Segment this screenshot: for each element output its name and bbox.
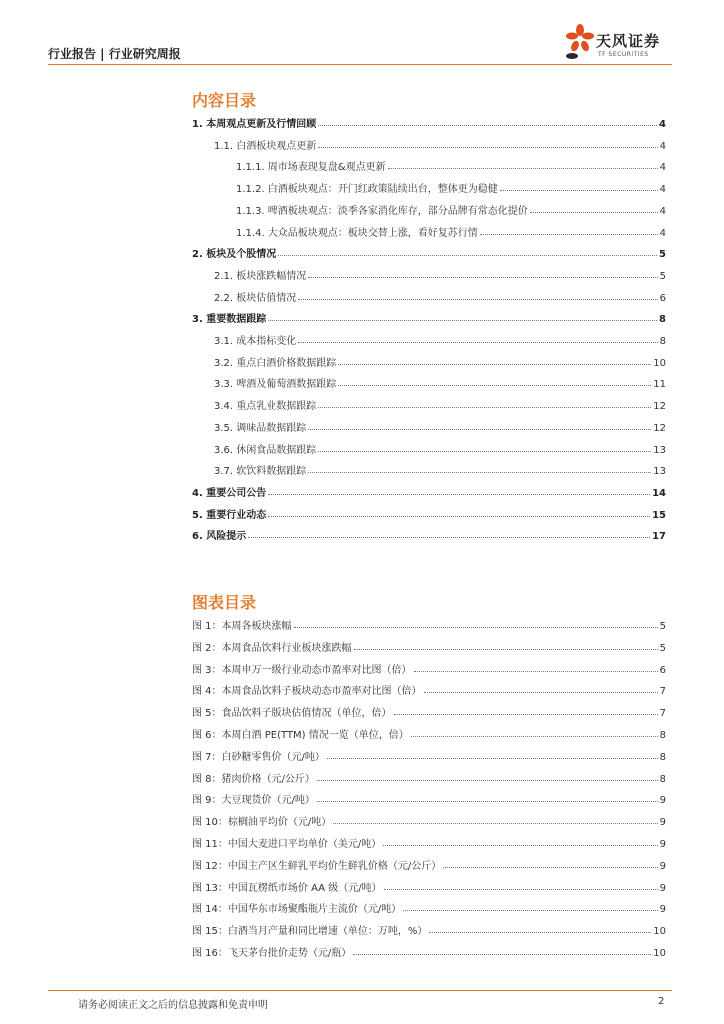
- dot-leader: [411, 735, 658, 737]
- toc-entry-page: 9: [659, 904, 666, 916]
- contents-title: 内容目录: [192, 91, 257, 110]
- toc-entry-text: 图 1：本周各板块涨幅: [192, 621, 292, 632]
- dot-leader: [394, 713, 658, 715]
- toc-entry[interactable]: [192, 481, 666, 499]
- dot-leader: [338, 363, 651, 365]
- toc-entry-text: 3. 重要数据跟踪: [192, 314, 267, 326]
- dot-leader: [338, 384, 651, 386]
- toc-entry-page: 15: [652, 509, 666, 521]
- toc-entry[interactable]: [192, 636, 666, 654]
- toc-entry[interactable]: [192, 745, 666, 763]
- toc-entry-page: 9: [659, 839, 666, 850]
- toc-entry-text: 1.1.3. 啤酒板块观点：淡季各家消化库存，部分品牌有常态化提价: [236, 205, 528, 217]
- toc-entry-page: 8: [659, 314, 666, 326]
- toc-entry-page: 13: [653, 444, 666, 456]
- dot-leader: [318, 406, 651, 408]
- toc-entry-page: 9: [659, 795, 666, 807]
- toc-entry[interactable]: [192, 701, 666, 719]
- toc-entry-page: 5: [659, 270, 666, 282]
- dot-leader: [443, 866, 657, 868]
- toc-entry-text: 图 16：飞天茅台批价走势（元/瓶）: [192, 948, 352, 959]
- dot-leader: [268, 319, 657, 321]
- toc-entry-text: 图 8：猪肉价格（元/公斤）: [192, 773, 315, 785]
- toc-entry[interactable]: [192, 524, 666, 542]
- dot-leader: [298, 298, 657, 300]
- dot-leader: [278, 254, 657, 256]
- toc-entry-text: 图 11：中国大麦进口平均单价（美元/吨）: [192, 839, 382, 850]
- page-number: 2: [658, 996, 665, 1007]
- dot-leader: [384, 888, 658, 890]
- dot-leader: [317, 779, 658, 781]
- dot-leader: [248, 536, 650, 538]
- toc-entry-text: 图 14：中国华东市场聚酯瓶片主流价（元/吨）: [192, 904, 402, 916]
- toc-entry[interactable]: [192, 919, 666, 937]
- dot-leader: [317, 800, 658, 802]
- toc-entry[interactable]: [192, 810, 666, 828]
- toc-entry[interactable]: [192, 503, 666, 521]
- figures-title: 图表目录: [192, 593, 257, 612]
- toc-entry-text: 图 15：白酒当月产量和同比增速（单位：万吨，%）: [192, 926, 428, 938]
- toc-entry-page: 4: [659, 227, 666, 239]
- toc-entry[interactable]: [192, 658, 666, 676]
- toc-entry-text: 1.1. 白酒板块观点更新: [214, 140, 317, 152]
- toc-entry-text: 图 5：食品饮料子版块估值情况（单位，倍）: [192, 708, 392, 720]
- toc-entry[interactable]: [214, 351, 666, 369]
- toc-entry[interactable]: [192, 854, 666, 872]
- toc-entry[interactable]: [192, 723, 666, 741]
- toc-entry-text: 5. 重要行业动态: [192, 509, 267, 521]
- toc-entry[interactable]: [192, 788, 666, 806]
- toc-entry-text: 图 9：大豆现货价（元/吨）: [192, 795, 315, 807]
- dot-leader: [403, 909, 657, 911]
- dot-leader: [388, 167, 658, 169]
- toc-entry[interactable]: [192, 614, 666, 632]
- toc-entry-text: 1.1.2. 白酒板块观点：开门红政策陆续出台，整体更为稳健: [236, 184, 498, 196]
- toc-entry-page: 10: [653, 926, 666, 938]
- dot-leader: [318, 146, 657, 148]
- dot-leader: [327, 757, 658, 759]
- toc-entry[interactable]: [214, 286, 666, 304]
- toc-entry-text: 图 12：中国主产区生鲜乳平均价生鲜乳价格（元/公斤）: [192, 860, 442, 872]
- toc-entry-text: 3.4. 重点乳业数据跟踪: [214, 401, 317, 413]
- dot-leader: [530, 211, 658, 213]
- logo-name: 天风证券: [596, 32, 661, 50]
- toc-entry-page: 4: [659, 119, 666, 130]
- toc-entry-text: 3.3. 啤酒及葡萄酒数据跟踪: [214, 379, 337, 391]
- toc-entry-page: 8: [659, 730, 666, 741]
- toc-entry-page: 5: [659, 642, 666, 654]
- toc-entry-text: 3.1. 成本指标变化: [214, 336, 297, 347]
- report-category: 行业报告 | 行业研究周报: [48, 47, 181, 61]
- dot-leader: [308, 428, 651, 430]
- toc-entry-text: 图 6：本周白酒 PE(TTM) 情况一览（单位，倍）: [192, 730, 409, 741]
- toc-entry-page: 12: [653, 401, 666, 413]
- toc-entry-text: 3.6. 休闲食品数据跟踪: [214, 444, 317, 456]
- toc-entry[interactable]: [192, 679, 666, 697]
- toc-entry-page: 4: [659, 162, 666, 174]
- dot-leader: [429, 931, 651, 933]
- toc-entry[interactable]: [214, 416, 666, 434]
- dot-leader: [333, 822, 657, 824]
- toc-entry[interactable]: [192, 832, 666, 850]
- toc-entry-page: 5: [659, 621, 666, 632]
- dot-leader: [500, 189, 658, 191]
- toc-entry-text: 1. 本周观点更新及行情回顾: [192, 119, 317, 130]
- toc-entry-text: 4. 重要公司公告: [192, 487, 267, 499]
- dot-leader: [480, 233, 658, 235]
- toc-entry-page: 10: [653, 948, 666, 959]
- dot-leader: [298, 341, 657, 343]
- toc-entry-page: 9: [659, 882, 666, 894]
- toc-entry[interactable]: [192, 112, 666, 130]
- toc-entry-page: 17: [652, 531, 666, 543]
- toc-entry[interactable]: [192, 941, 666, 959]
- dot-leader: [424, 691, 658, 693]
- toc-entry[interactable]: [214, 459, 666, 477]
- toc-entry[interactable]: [214, 329, 666, 347]
- dot-leader: [268, 515, 650, 517]
- toc-entry-page: 11: [653, 379, 666, 391]
- dot-leader: [414, 670, 658, 672]
- toc-entry-text: 3.5. 调味品数据跟踪: [214, 422, 307, 434]
- toc-entry[interactable]: [236, 155, 666, 173]
- toc-entry-page: 9: [659, 860, 666, 872]
- toc-entry[interactable]: [192, 307, 666, 325]
- toc-entry[interactable]: [214, 264, 666, 282]
- toc-entry-page: 4: [659, 205, 666, 217]
- toc-entry-text: 图 4：本周食品饮料子板块动态市盈率对比图（倍）: [192, 686, 422, 698]
- toc-entry-text: 2.1. 板块涨跌幅情况: [214, 270, 307, 282]
- toc-entry[interactable]: [214, 372, 666, 390]
- toc-entry-page: 9: [659, 817, 666, 829]
- toc-entry-page: 13: [653, 466, 666, 478]
- toc-entry-text: 3.7. 软饮料数据跟踪: [214, 466, 307, 478]
- toc-entry[interactable]: [214, 394, 666, 412]
- toc-entry-page: 12: [653, 422, 666, 434]
- toc-entry-text: 3.2. 重点白酒价格数据跟踪: [214, 357, 337, 369]
- toc-entry-text: 图 13：中国瓦楞纸市场价 AA 级（元/吨）: [192, 882, 382, 894]
- toc-entry-page: 8: [659, 751, 666, 763]
- toc-entry-text: 图 7：白砂糖零售价（元/吨）: [192, 751, 325, 763]
- toc-entry[interactable]: [236, 177, 666, 195]
- footer-divider: [48, 990, 672, 991]
- dot-leader: [294, 626, 658, 628]
- toc-entry-text: 1.1.4. 大众品板块观点：板块交替上涨，看好复苏行情: [236, 227, 478, 239]
- toc-entry[interactable]: [192, 897, 666, 915]
- toc-entry[interactable]: [192, 876, 666, 894]
- dot-leader: [308, 471, 651, 473]
- toc-entry-text: 1.1.1. 周市场表现复盘&观点更新: [236, 162, 386, 174]
- toc-entry-page: 7: [659, 708, 666, 720]
- dot-leader: [353, 953, 651, 955]
- dot-leader: [318, 124, 657, 126]
- toc-entry-text: 2. 板块及个股情况: [192, 249, 277, 261]
- toc-entry-page: 6: [659, 664, 666, 676]
- logo-english-name: TF SECURITIES: [598, 51, 649, 58]
- toc-entry-page: 6: [659, 292, 666, 304]
- dot-leader: [268, 493, 650, 495]
- dot-leader: [383, 844, 657, 846]
- toc-entry-page: 8: [659, 336, 666, 347]
- toc-entry[interactable]: [192, 242, 666, 260]
- toc-entry-page: 5: [659, 249, 666, 261]
- toc-entry-text: 图 3：本周申万一级行业动态市盈率对比图（倍）: [192, 664, 412, 676]
- footer-disclaimer: 请务必阅读正文之后的信息披露和免责申明: [78, 1000, 268, 1011]
- toc-entry-page: 4: [659, 140, 666, 152]
- toc-entry-text: 图 2：本周食品饮料行业板块涨跌幅: [192, 642, 352, 654]
- toc-entry-text: 图 10：棕榈油平均价（元/吨）: [192, 817, 332, 829]
- dot-leader: [354, 648, 658, 650]
- toc-entry-text: 6. 风险提示: [192, 531, 247, 543]
- toc-entry-page: 8: [659, 773, 666, 785]
- toc-entry[interactable]: [236, 199, 666, 217]
- toc-entry[interactable]: [214, 134, 666, 152]
- toc-entry[interactable]: [214, 438, 666, 456]
- toc-entry[interactable]: [192, 767, 666, 785]
- dot-leader: [308, 276, 657, 278]
- toc-entry-page: 7: [659, 686, 666, 698]
- dot-leader: [318, 450, 651, 452]
- header-divider: [48, 64, 672, 65]
- toc-entry-page: 10: [653, 357, 666, 369]
- toc-entry[interactable]: [236, 221, 666, 239]
- toc-entry-page: 4: [659, 184, 666, 196]
- toc-entry-page: 14: [652, 487, 666, 499]
- toc-entry-text: 2.2. 板块估值情况: [214, 292, 297, 304]
